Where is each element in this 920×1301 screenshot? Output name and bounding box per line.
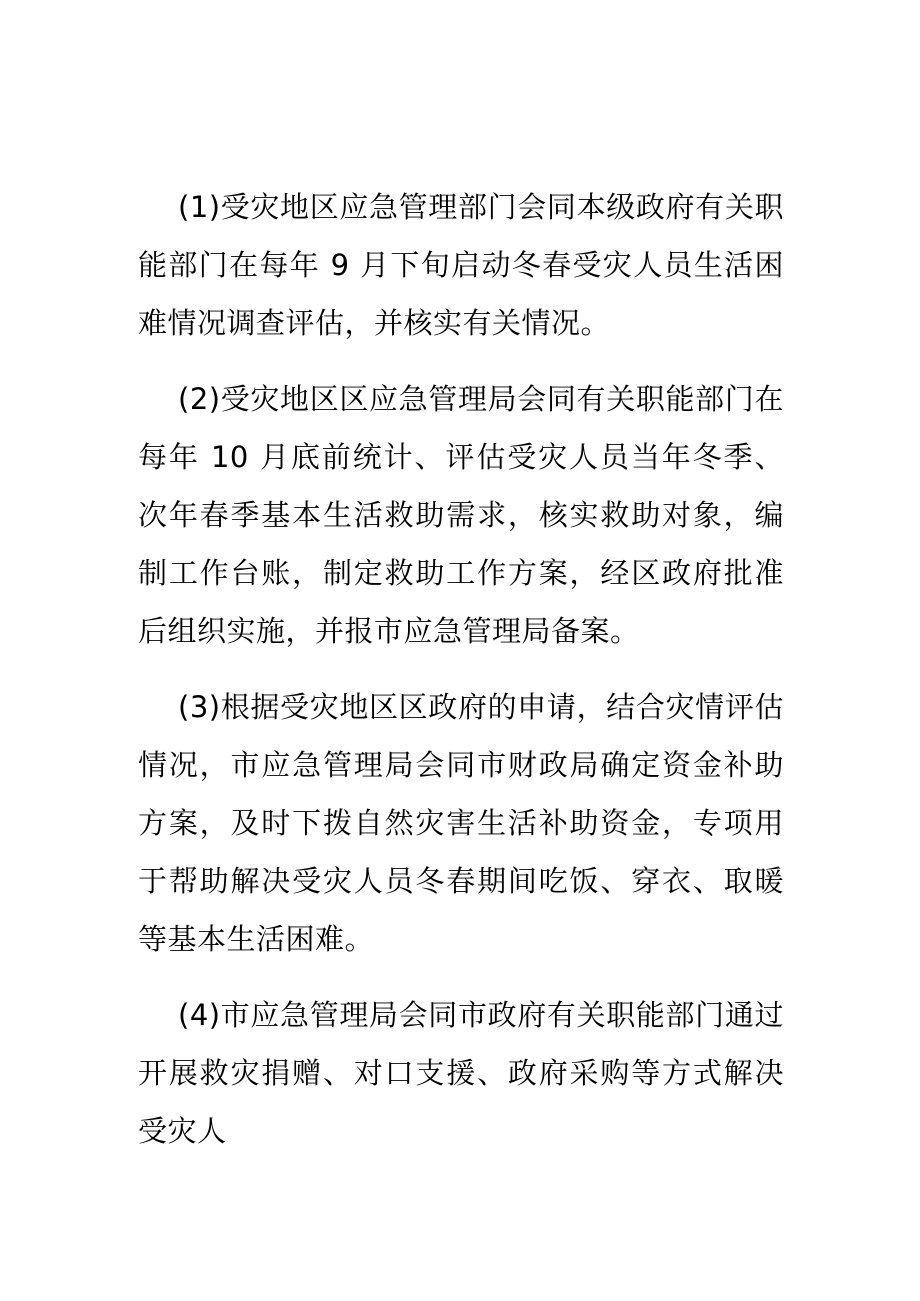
paragraph-1: (1)受灾地区应急管理部门会同本级政府有关职能部门在每年 9 月下旬启动冬春受灾人员生活困难情况调查评估，并核实有关情况。 xyxy=(138,190,784,340)
paragraph-3: (3)根据受灾地区区政府的申请，结合灾情评估情况，市应急管理局会同市财政局确定资金补助方案，及时下拨自然灾害生活补助资金，专项用于帮助解决受灾人员冬春期间吃饭、穿衣、取暖等基本生活困难。 xyxy=(138,690,784,956)
paragraph-4: (4)市应急管理局会同市政府有关职能部门通过开展救灾捐赠、对口支援、政府采购等方式解决受灾人 xyxy=(138,998,784,1148)
paragraph-2: (2)受灾地区区应急管理局会同有关职能部门在每年 10 月底前统计、评估受灾人员当年冬季、次年春季基本生活救助需求，核实救助对象，编制工作台账，制定救助工作方案，经区政府批准后组织实施，并报市应急管理局备案。 xyxy=(138,382,784,648)
document-body xyxy=(138,178,784,1178)
